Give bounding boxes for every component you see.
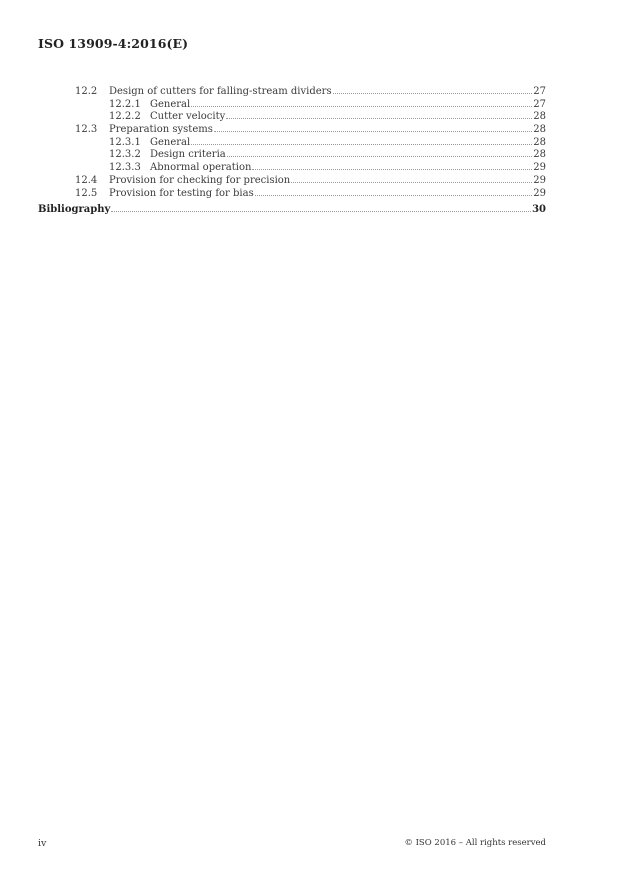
toc-entry-page: 28 [533,111,546,123]
toc-entry-number: 12.3.2 [109,149,141,161]
toc-leader-dots [291,181,532,183]
toc-entry-page: 27 [533,98,546,110]
toc-leader-dots [255,194,533,196]
toc-entry[interactable] [38,188,546,201]
toc-entry[interactable] [38,86,546,99]
toc-entry-title: Bibliography [38,204,111,216]
toc-entry-page: 28 [533,149,546,161]
toc-leader-dots [252,168,532,170]
toc-leader-dots [111,210,531,212]
toc-entry-title: General [150,136,191,148]
toc-entry-title: Provision for checking for precision [109,174,291,186]
table-of-contents [38,86,546,217]
toc-leader-dots [214,130,532,132]
toc-entry-bibliography[interactable] [38,204,546,217]
toc-entry[interactable] [38,99,546,112]
toc-entry-number: 12.3.1 [109,136,141,148]
toc-entry[interactable] [38,137,546,150]
toc-entry-number: 12.2 [75,86,98,97]
toc-leader-dots [333,92,533,94]
toc-entry-title: Preparation systems [109,124,213,136]
toc-entry-title: Cutter velocity [150,111,226,123]
toc-entry-title: Abnormal operation [150,162,252,174]
toc-leader-dots [226,117,532,119]
toc-entry-title: Design criteria [150,149,226,161]
toc-entry-title: Provision for testing for bias [109,187,254,199]
copyright-notice: © ISO 2016 – All rights reserved [404,838,546,848]
toc-entry-number: 12.5 [75,187,98,199]
toc-entry[interactable] [38,124,546,137]
toc-entry-number: 12.3 [75,124,98,136]
toc-entry-page: 29 [533,187,546,199]
document-header: ISO 13909-4:2016(E) [38,36,189,51]
toc-entry-title: General [150,98,191,110]
toc-entry[interactable] [38,149,546,162]
toc-entry-page: 28 [533,136,546,148]
toc-entry-page: 29 [533,162,546,174]
toc-entry-page: 30 [532,204,546,216]
toc-entry-number: 12.2.2 [109,111,141,123]
toc-leader-dots [191,143,532,145]
toc-entry-page: 29 [533,174,546,186]
toc-leader-dots [191,105,532,107]
toc-leader-dots [227,155,533,157]
page-number: iv [38,838,47,849]
toc-entry[interactable] [38,162,546,175]
toc-entry[interactable] [38,111,546,124]
toc-entry-number: 12.3.3 [109,162,141,174]
toc-entry[interactable] [38,175,546,188]
toc-entry-number: 12.4 [75,174,98,186]
toc-entry-page: 27 [533,86,546,97]
toc-entry-title: Design of cutters for falling-stream dividers [109,86,332,97]
toc-entry-page: 28 [533,124,546,136]
toc-entry-number: 12.2.1 [109,98,141,110]
